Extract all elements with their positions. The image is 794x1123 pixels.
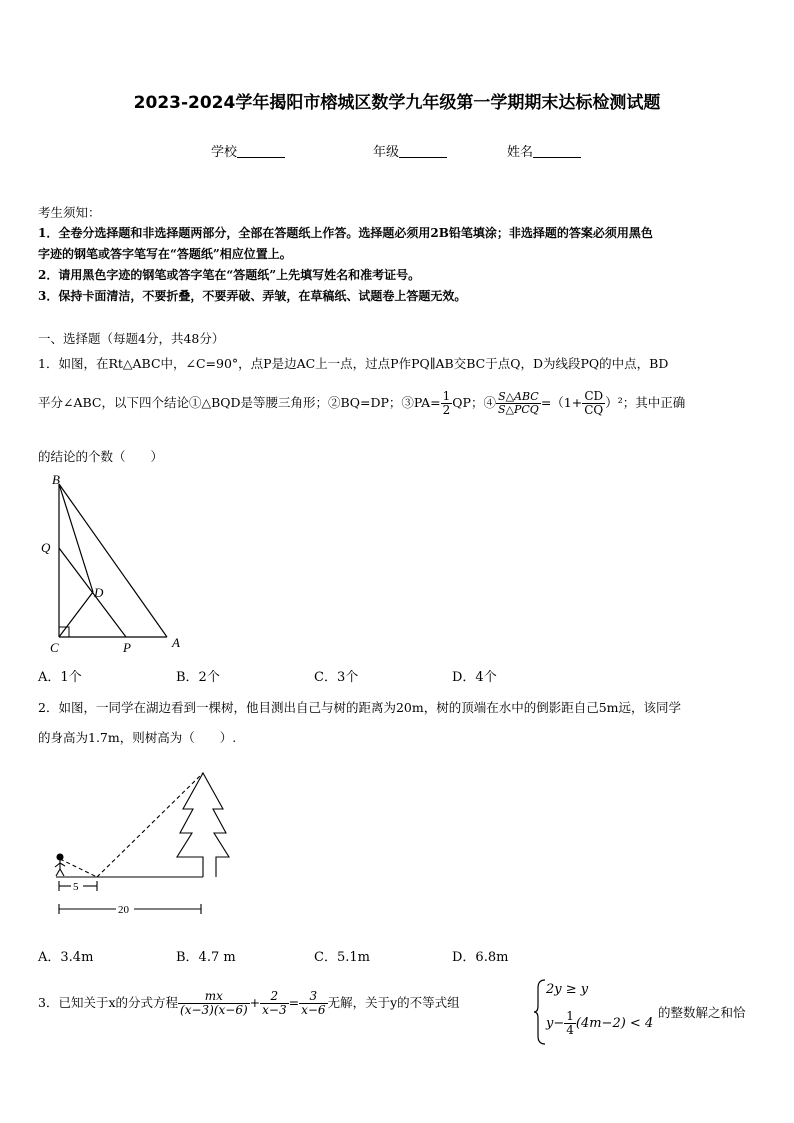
ineq2-den: 4 [566,1023,574,1038]
grade-blank[interactable] [399,144,447,158]
q3-frac-2 [260,990,288,1017]
notice-item-1b: 字迹的钢笔或答字笔写在“答题纸”相应位置上。 [38,247,292,261]
ratio-den: S△PCQ [497,403,539,417]
q1-line2-b: QP；④ [452,395,496,411]
name-label: 姓名 [507,145,534,160]
side-ab [59,484,167,637]
ratio-fraction [496,391,541,416]
person-arm-left [55,863,60,867]
inequality-brace [533,978,547,1046]
name-field[interactable] [507,141,581,160]
q3-f2-den: x−3 [262,1003,287,1018]
label-b: B [52,472,60,487]
q1-option-d[interactable]: D．4个 [452,670,497,685]
ineq2-num: 1 [566,1009,574,1023]
q3-f3-den: x−6 [301,1003,326,1018]
q1-line3: 的结论的个数（ ） [38,449,164,464]
q3-eq: = [288,995,300,1011]
cd-den: CQ [584,403,604,418]
tree [177,773,229,877]
grade-field[interactable] [373,141,447,160]
notice-item-1: 1．全卷分选择题和非选择题两部分，全部在答题纸上作答。选择题必须用2B铅笔填涂；非选择题的答案必须用黑色 [38,226,653,240]
half-num: 1 [442,389,451,403]
segment-cd [59,592,93,637]
q3-tail: 的整数解之和恰 [658,1005,746,1020]
ineq2-fraction [564,1010,576,1037]
q2-line1: 2．如图，一同学在湖边看到一棵树，他目测出自己与树的距离为20m，树的顶端在水中的倒影距自己5m远，该同学 [38,700,682,715]
sight-to-reflection [60,859,97,877]
grade-label: 年级 [373,145,400,160]
q3-lead: 3．已知关于x的分式方程 [38,995,179,1011]
person-leg-right [60,869,64,876]
q2-option-d[interactable]: D．6.8m [452,950,509,965]
page-title: 2023-2024学年揭阳市榕城区数学九年级第一学期期末达标检测试题 [133,93,661,113]
q3-frac-3 [299,990,327,1017]
dim-20-label: 20 [118,904,129,916]
q1-option-c[interactable]: C．3个 [314,670,359,685]
label-p: P [123,640,131,655]
name-blank[interactable] [533,144,581,158]
notice-heading: 考生须知： [38,205,101,220]
label-d: D [94,585,104,600]
q2-tree-figure [50,765,230,925]
segment-bd [59,484,93,592]
q2-option-c[interactable]: C．5.1m [314,950,370,965]
school-field[interactable] [211,141,285,160]
q3-f3-num: 3 [299,990,327,1004]
sight-to-treetop [97,773,203,877]
q2-option-b[interactable]: B．4.7 m [176,950,236,965]
half-den: 2 [442,403,451,418]
person-leg-left [56,869,60,876]
q1-option-b[interactable]: B．2个 [176,670,220,685]
q3-f2-num: 2 [260,990,288,1004]
ineq2-b: (4m−2) < 4 [575,1016,654,1032]
inequality-1: 2y ≥ y [546,982,589,997]
cd-fraction [582,390,605,417]
q1-line2-d: ）²；其中正确 [605,395,686,411]
section-heading: 一、选择题（每题4分，共48分） [38,331,225,346]
half-fraction [441,390,453,417]
q3-line [38,990,460,1017]
q3-plus: + [249,995,261,1011]
q1-triangle-figure [36,470,196,660]
school-blank[interactable] [237,144,285,158]
q3-f1-num: mx [178,990,250,1004]
q3-f1-den: (x−3)(x−6) [180,1003,248,1018]
ineq2-a: y− [546,1016,565,1032]
q1-line2 [38,390,685,417]
school-label: 学校 [211,145,238,160]
dim-5-label: 5 [73,881,79,893]
q1-option-a[interactable]: A．1个 [38,670,82,685]
inequality-2 [546,1010,653,1037]
cd-num: CD [582,390,605,404]
notice-item-2: 2．请用黑色字迹的钢笔或答字笔在“答题纸”上先填写姓名和准考证号。 [38,268,421,282]
q3-mid: 无解，关于y的不等式组 [327,995,460,1011]
q1-line2-c: =（1+ [540,395,583,411]
notice-item-3: 3．保持卡面清洁，不要折叠，不要弄破、弄皱，在草稿纸、试题卷上答题无效。 [38,289,467,303]
label-a: A [172,635,180,650]
q2-line2: 的身高为1.7m，则树高为（ ）. [38,730,237,745]
label-c: C [50,640,59,655]
q1-line2-a: 平分∠ABC，以下四个结论①△BQD是等腰三角形；②BQ=DP；③PA= [38,395,441,411]
label-q: Q [41,540,51,555]
q2-option-a[interactable]: A．3.4m [38,950,94,965]
q1-line1: 1．如图，在Rt△ABC中，∠C=90°，点P是边AC上一点，过点P作PQ∥AB交BC于点Q，D为线段PQ的中点，BD [38,356,669,371]
person-head [57,854,63,860]
q3-frac-1 [178,990,250,1017]
person-arm-right [60,863,65,866]
ratio-num: S△ABC [496,391,541,404]
